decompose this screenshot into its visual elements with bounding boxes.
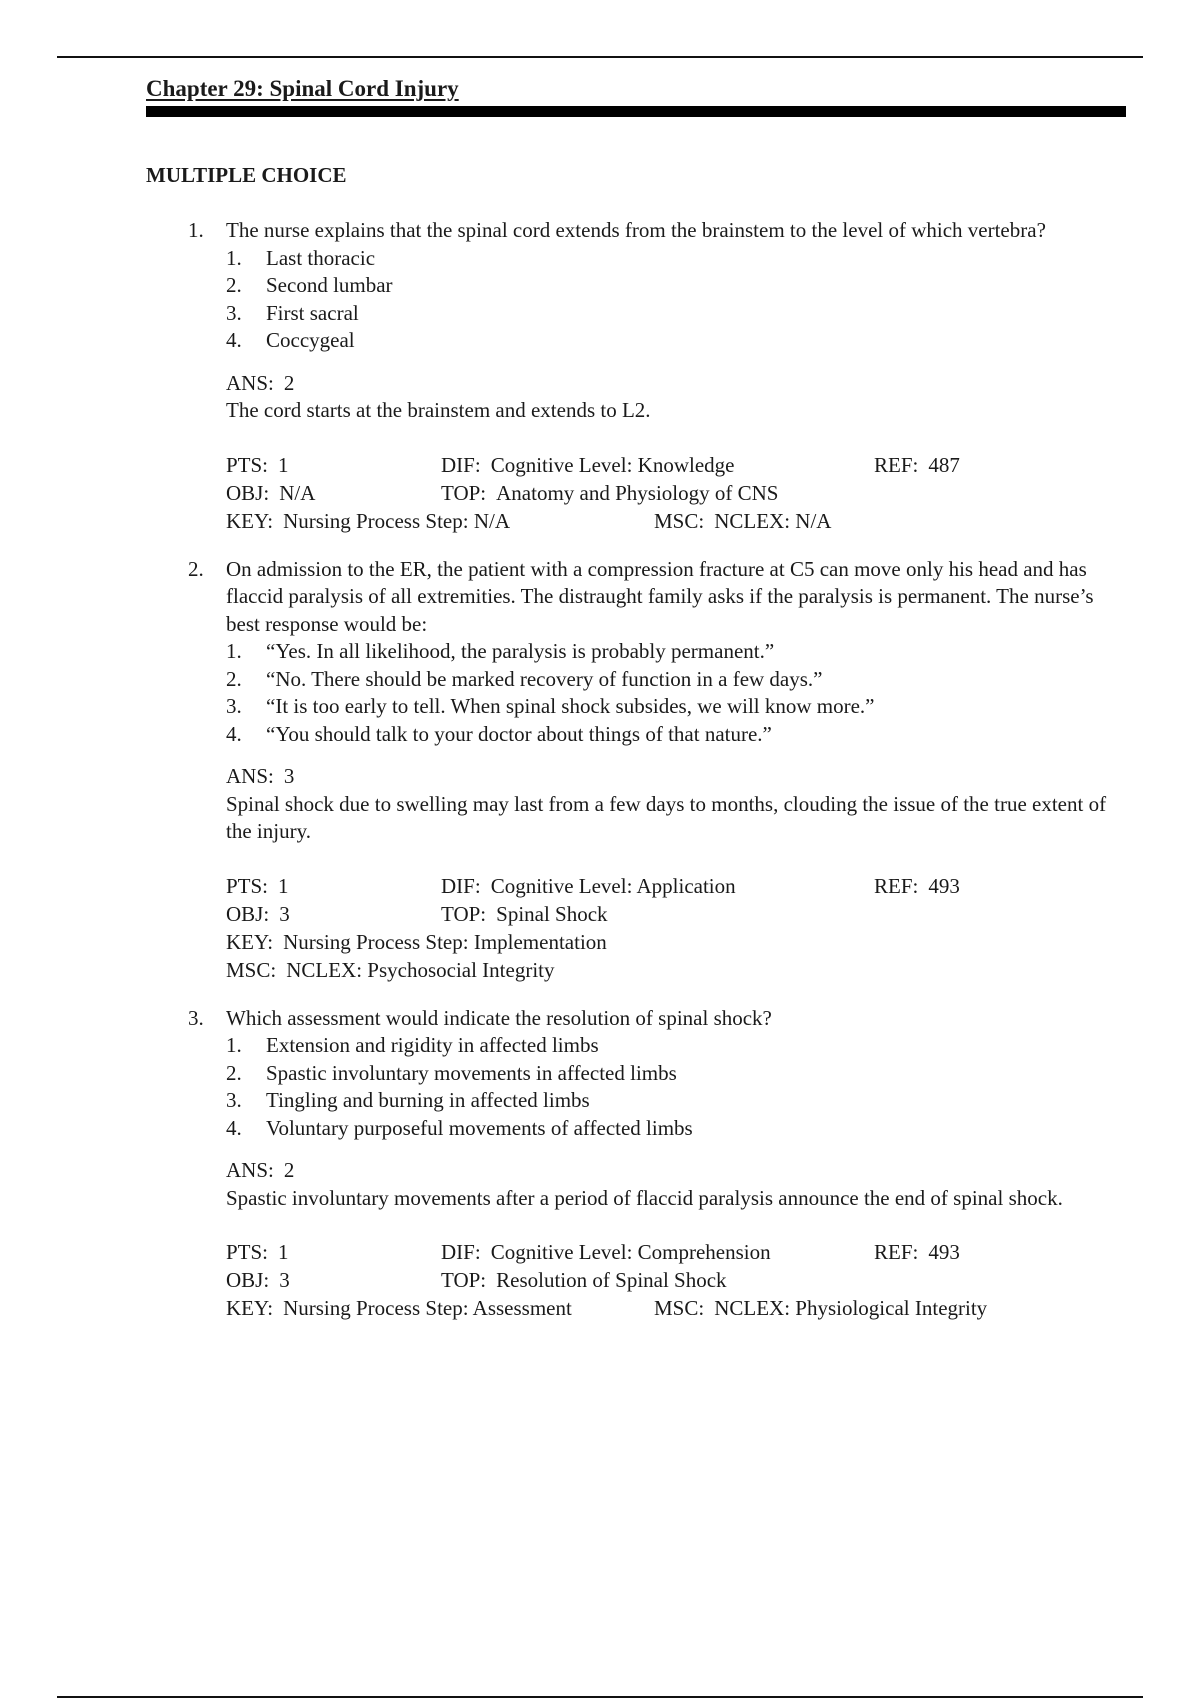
option-text: “You should talk to your doctor about things of that nature.”: [266, 721, 772, 746]
msc-value: NCLEX: Physiological Integrity: [714, 1296, 988, 1320]
option-4: [226, 721, 1126, 749]
option-text: Last thoracic: [266, 245, 376, 270]
dif-label: DIF:: [441, 873, 481, 898]
option-1: [226, 245, 1126, 273]
question-metadata: [226, 873, 1126, 985]
option-number: 4.: [226, 328, 242, 352]
option-text: Tingling and burning in affected limbs: [266, 1088, 590, 1112]
answer-line: [226, 1157, 1126, 1185]
dif-value: Cognitive Level: Knowledge: [490, 452, 735, 477]
question-stem: Which assessment would indicate the resolution of spinal shock?: [226, 1005, 772, 1030]
rationale: Spinal shock due to swelling may last from a few days to months, clouding the issue of the true extent of the injury.: [226, 791, 1107, 843]
msc-label: MSC:: [226, 957, 277, 982]
option-2: [226, 272, 1126, 300]
option-number: 3.: [226, 694, 242, 718]
obj-value: N/A: [279, 480, 316, 505]
option-text: “Yes. In all likelihood, the paralysis is probably permanent.”: [266, 639, 775, 663]
question-metadata: [226, 452, 1126, 536]
dif-label: DIF:: [441, 452, 481, 477]
option-3: [226, 300, 1126, 328]
option-text: First sacral: [266, 300, 359, 325]
question-1: [146, 217, 1126, 536]
question-number: 1.: [188, 218, 204, 242]
msc-value: NCLEX: Psychosocial Integrity: [286, 957, 555, 982]
section-heading: MULTIPLE CHOICE: [146, 163, 347, 187]
question-3: [146, 1005, 1126, 1324]
top-label: TOP:: [441, 480, 487, 505]
option-text: Coccygeal: [266, 328, 355, 352]
ref-value: 493: [928, 1240, 960, 1264]
msc-value: NCLEX: N/A: [714, 508, 832, 533]
option-2: [226, 666, 1126, 694]
obj-label: OBJ:: [226, 901, 270, 926]
top-value: Resolution of Spinal Shock: [496, 1268, 727, 1292]
question-number: 2.: [188, 556, 204, 581]
pts-value: 1: [278, 873, 289, 898]
option-number: 4.: [226, 721, 242, 746]
top-label: TOP:: [441, 901, 487, 926]
answer-value: 2: [283, 1158, 295, 1182]
question-metadata: [226, 1239, 1126, 1323]
answer-value: 3: [283, 764, 295, 788]
option-number: 3.: [226, 1088, 242, 1112]
chapter-title: Chapter 29: Spinal Cord Injury: [146, 76, 459, 101]
answer-block: [226, 763, 1126, 846]
option-number: 4.: [226, 1115, 242, 1140]
obj-label: OBJ:: [226, 480, 270, 505]
rationale: Spastic involuntary movements after a period of flaccid paralysis announce the end of spinal shock.: [226, 1185, 1063, 1210]
obj-value: 3: [279, 901, 290, 926]
obj-label: OBJ:: [226, 1268, 270, 1292]
answer-label: ANS:: [226, 1158, 274, 1182]
pts-value: 1: [278, 452, 289, 477]
option-number: 3.: [226, 300, 242, 325]
option-2: [226, 1060, 1126, 1088]
answer-line: [226, 763, 1126, 791]
option-3: [226, 1087, 1126, 1115]
question-stem: On admission to the ER, the patient with a compression fracture at C5 can move only his head and has flaccid paralysis of all extremities. The distraught family asks if the paralysis is permanent. The nurse’s best response would be:: [226, 556, 1094, 636]
answer-label: ANS:: [226, 370, 274, 395]
ref-label: REF:: [874, 452, 919, 477]
option-number: 1.: [226, 245, 242, 270]
key-value: Nursing Process Step: Assessment: [283, 1296, 572, 1320]
question-stem: The nurse explains that the spinal cord extends from the brainstem to the level of which vertebra?: [226, 218, 1046, 242]
pts-label: PTS:: [226, 873, 269, 898]
key-value: Nursing Process Step: N/A: [283, 508, 510, 533]
ref-value: 493: [928, 873, 960, 898]
top-divider: [57, 56, 1143, 58]
pts-label: PTS:: [226, 452, 269, 477]
msc-label: MSC:: [654, 508, 705, 533]
key-label: KEY:: [226, 508, 274, 533]
answer-label: ANS:: [226, 764, 274, 788]
dif-value: Cognitive Level: Comprehension: [490, 1240, 771, 1264]
key-value: Nursing Process Step: Implementation: [283, 929, 607, 954]
option-text: “No. There should be marked recovery of function in a few days.”: [266, 666, 823, 691]
top-value: Anatomy and Physiology of CNS: [496, 480, 779, 505]
answer-block: [226, 1157, 1126, 1212]
option-number: 1.: [226, 639, 242, 663]
option-text: Spastic involuntary movements in affected limbs: [266, 1060, 677, 1085]
answer-options: [226, 245, 1126, 355]
ref-label: REF:: [874, 873, 919, 898]
option-text: “It is too early to tell. When spinal shock subsides, we will know more.”: [266, 694, 875, 718]
top-value: Spinal Shock: [496, 901, 608, 926]
option-4: [226, 327, 1126, 355]
answer-options: [226, 638, 1126, 748]
answer-line: [226, 370, 1126, 398]
top-label: TOP:: [441, 1268, 487, 1292]
bottom-divider: [57, 1696, 1143, 1698]
pts-value: 1: [278, 1240, 289, 1264]
key-label: KEY:: [226, 929, 274, 954]
option-text: Voluntary purposeful movements of affected limbs: [266, 1115, 693, 1140]
answer-block: [226, 370, 1126, 425]
question-2: [146, 556, 1126, 985]
option-number: 1.: [226, 1033, 242, 1057]
dif-label: DIF:: [441, 1240, 481, 1264]
key-label: KEY:: [226, 1296, 274, 1320]
option-number: 2.: [226, 666, 242, 691]
option-3: [226, 693, 1126, 721]
obj-value: 3: [279, 1268, 290, 1292]
ref-label: REF:: [874, 1240, 919, 1264]
option-4: [226, 1115, 1126, 1143]
dif-value: Cognitive Level: Application: [490, 873, 736, 898]
question-number: 3.: [188, 1005, 204, 1030]
title-underline-bar: [146, 106, 1126, 117]
document-page: [146, 74, 1126, 1323]
option-text: Second lumbar: [266, 273, 393, 297]
option-1: [226, 638, 1126, 666]
option-number: 2.: [226, 1060, 242, 1085]
option-1: [226, 1032, 1126, 1060]
ref-value: 487: [928, 452, 960, 477]
rationale: The cord starts at the brainstem and extends to L2.: [226, 398, 651, 422]
option-text: Extension and rigidity in affected limbs: [266, 1033, 599, 1057]
option-number: 2.: [226, 273, 242, 297]
answer-value: 2: [283, 370, 295, 395]
pts-label: PTS:: [226, 1240, 269, 1264]
msc-label: MSC:: [654, 1296, 705, 1320]
answer-options: [226, 1032, 1126, 1142]
